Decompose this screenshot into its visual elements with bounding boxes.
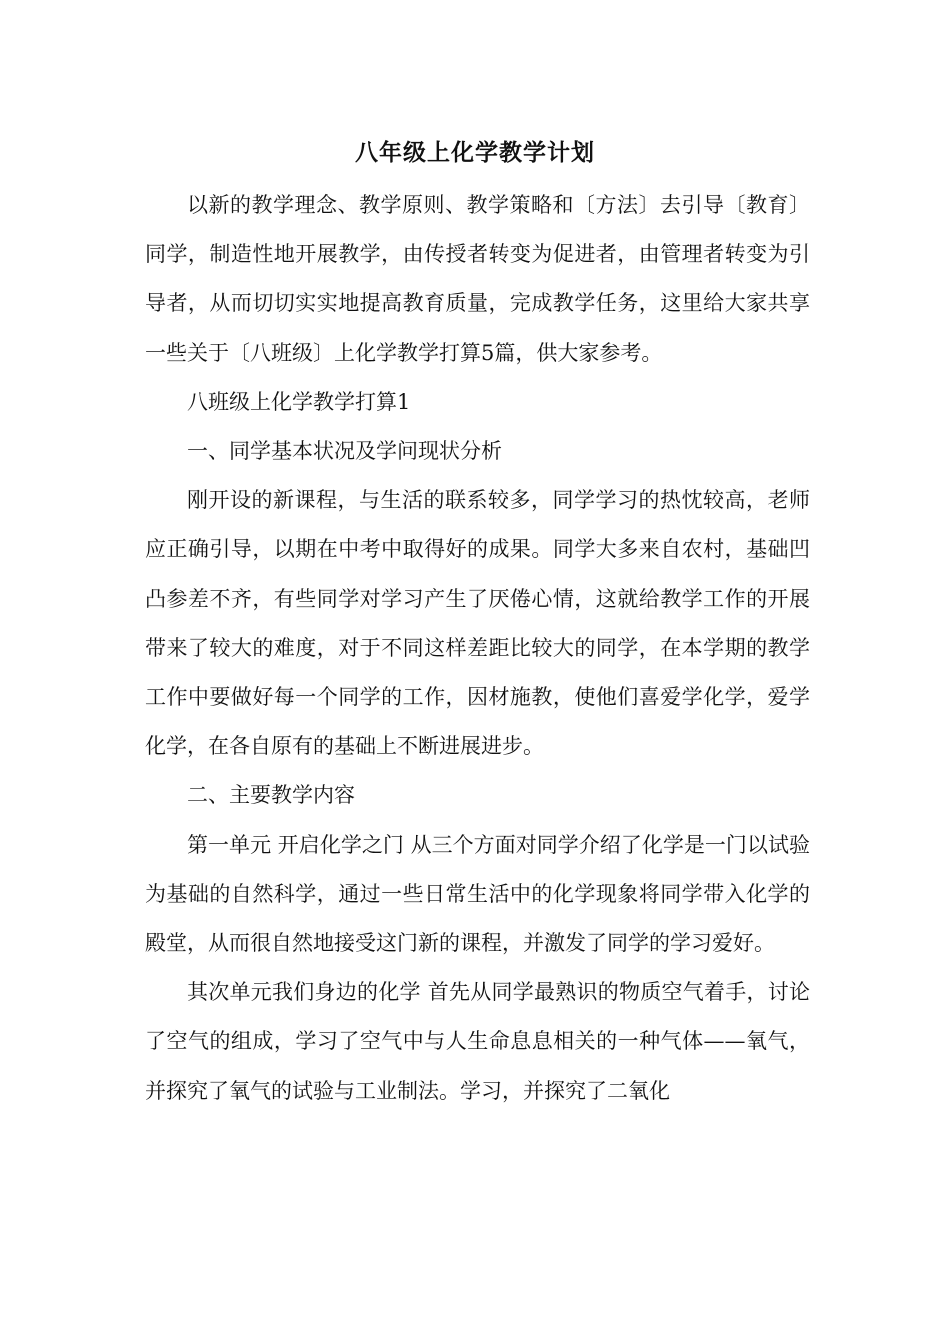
body-paragraph: 第一单元 开启化学之门 从三个方面对同学介绍了化学是一门以试验为基础的自然科学，通过一些日常生活中的化学现象将同学带入化学的殿堂，从而很自然地接受这门新的课程，并激发了同学的学习爱好。 (145, 832, 810, 956)
section-heading-1: 一、同学基本状况及学问现状分析 (187, 439, 502, 464)
plan-heading: 八班级上化学教学打算1 (187, 389, 411, 414)
document-title: 八年级上化学教学计划 (355, 139, 595, 166)
body-paragraph: 其次单元我们身边的化学 首先从同学最熟识的物质空气着手，讨论了空气的组成，学习了空气中与人生命息息相关的一种气体——氧气，并探究了氧气的试验与工业制法。学习，并探究了二氧化 (145, 980, 810, 1103)
intro-paragraph: 以新的教学理念、教学原则、教学策略和〔方法〕去引导〔教育〕同学，制造性地开展教学，由传授者转变为促进者，由管理者转变为引导者，从而切切实实地提高教育质量，完成教学任务，这里给大家共享一些关于〔八班级〕上化学教学打算5篇，供大家参考。 (145, 193, 810, 365)
body-paragraph: 刚开设的新课程，与生活的联系较多，同学学习的热忱较高，老师应正确引导，以期在中考中取得好的成果。同学大多来自农村，基础凹凸参差不齐，有些同学对学习产生了厌倦心情，这就给教学工作的开展带来了较大的难度，对于不同这样差距比较大的同学，在本学期的教学工作中要做好每一个同学的工作，因材施教，使他们喜爱学化学，爱学化学，在各自原有的基础上不断进展进步。 (145, 488, 810, 759)
document-body (145, 181, 810, 1116)
section-heading-2: 二、主要教学内容 (187, 783, 355, 808)
